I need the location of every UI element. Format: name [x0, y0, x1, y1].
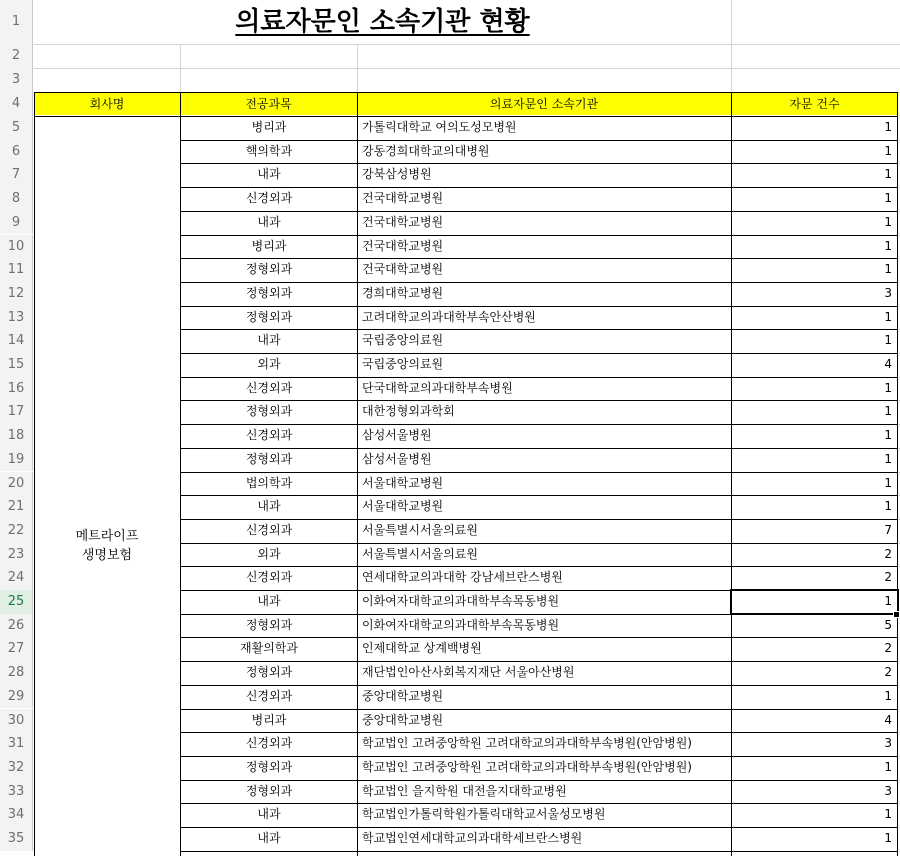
row-header[interactable]: 16: [0, 377, 33, 401]
count-cell[interactable]: 1: [884, 428, 892, 443]
count-cell[interactable]: 1: [884, 475, 892, 490]
specialty-cell[interactable]: 내과: [257, 333, 281, 348]
count-cell[interactable]: 4: [884, 357, 892, 371]
count-cell[interactable]: 5: [884, 617, 892, 632]
row-header[interactable]: 28: [0, 661, 33, 685]
specialty-cell[interactable]: 신경외과: [245, 736, 293, 751]
row-header[interactable]: 22: [0, 519, 33, 543]
specialty-cell[interactable]: 정형외과: [245, 665, 293, 680]
count-cell[interactable]: 1: [884, 333, 892, 348]
count-cell[interactable]: 2: [884, 641, 892, 656]
institution-cell[interactable]: 국립중앙의료원: [362, 357, 444, 371]
specialty-cell[interactable]: 신경외과: [245, 522, 293, 537]
institution-cell[interactable]: 학교법인연세대학교의과대학세브란스병원: [362, 831, 583, 845]
institution-cell[interactable]: 서울대학교병원: [362, 475, 444, 490]
count-cell[interactable]: 2: [884, 570, 892, 585]
specialty-cell[interactable]: 신경외과: [245, 191, 293, 206]
specialty-cell[interactable]: 내과: [257, 831, 281, 845]
institution-cell[interactable]: 단국대학교의과대학부속병원: [362, 380, 513, 395]
specialty-cell[interactable]: 외과: [257, 357, 281, 371]
specialty-cell[interactable]: 재활의학과: [240, 641, 298, 656]
specialty-cell[interactable]: 내과: [257, 499, 281, 514]
specialty-cell[interactable]: 정형외과: [245, 285, 293, 300]
count-cell[interactable]: 3: [884, 736, 892, 751]
gridline-h: [34, 68, 900, 69]
row-border: [180, 851, 898, 852]
row-header[interactable]: 21: [0, 495, 33, 519]
institution-cell[interactable]: 서울특별시서울의료원: [362, 546, 478, 561]
row-header[interactable]: 27: [0, 637, 33, 661]
fill-handle[interactable]: [893, 611, 900, 618]
row-header[interactable]: 15: [0, 353, 33, 377]
specialty-cell[interactable]: 내과: [257, 594, 281, 608]
table-border: [34, 92, 898, 93]
institution-cell[interactable]: 서울특별시서울의료원: [362, 522, 478, 537]
specialty-cell[interactable]: 신경외과: [245, 428, 293, 443]
institution-cell[interactable]: 삼성서울병원: [362, 451, 432, 466]
count-cell[interactable]: 1: [884, 688, 892, 703]
specialty-cell[interactable]: 정형외과: [245, 759, 293, 774]
row-header[interactable]: 7: [0, 163, 33, 187]
specialty-cell[interactable]: 내과: [257, 214, 281, 229]
institution-cell[interactable]: 학교법인 을지학원 대전을지대학교병원: [362, 783, 567, 798]
row-header[interactable]: 6: [0, 140, 33, 164]
row-header[interactable]: 24: [0, 566, 33, 590]
count-cell[interactable]: 1: [884, 380, 892, 395]
row-header[interactable]: 35: [0, 827, 33, 851]
header-specialty[interactable]: 전공과목: [245, 97, 292, 111]
specialty-cell[interactable]: 정형외과: [245, 404, 293, 419]
row-header[interactable]: 5: [0, 116, 33, 140]
count-cell[interactable]: 7: [884, 522, 892, 537]
institution-cell[interactable]: 강동경희대학교의대병원: [362, 143, 490, 158]
specialty-cell[interactable]: 병리과: [251, 120, 287, 134]
row-header[interactable]: 4: [0, 92, 33, 116]
count-cell[interactable]: 1: [884, 759, 892, 774]
specialty-cell[interactable]: 정형외과: [245, 309, 293, 324]
row-header[interactable]: 33: [0, 780, 33, 804]
company-name-cell[interactable]: [34, 527, 180, 565]
specialty-cell[interactable]: 신경외과: [245, 570, 293, 585]
row-header[interactable]: 3: [0, 68, 33, 92]
count-cell[interactable]: 1: [884, 120, 892, 134]
institution-cell[interactable]: 서울대학교병원: [362, 499, 444, 514]
specialty-cell[interactable]: 병리과: [251, 712, 287, 727]
specialty-cell[interactable]: 정형외과: [245, 617, 293, 632]
specialty-cell[interactable]: 신경외과: [245, 380, 293, 395]
header-count[interactable]: 자문 건수: [789, 97, 840, 111]
row-header[interactable]: 14: [0, 329, 33, 353]
company-name-line: 메트라이프: [75, 528, 139, 544]
row-header[interactable]: 23: [0, 543, 33, 567]
row-header[interactable]: 13: [0, 306, 33, 330]
institution-cell[interactable]: 이화여자대학교의과대학부속목동병원: [362, 594, 560, 608]
specialty-cell[interactable]: 법의학과: [245, 475, 293, 490]
count-cell[interactable]: 3: [884, 285, 892, 300]
row-header[interactable]: 9: [0, 211, 33, 235]
row-header[interactable]: 12: [0, 282, 33, 306]
institution-cell[interactable]: 건국대학교병원: [362, 214, 444, 229]
row-header[interactable]: 29: [0, 685, 33, 709]
sheet-title[interactable]: 의료자문인 소속기관 현황: [235, 7, 530, 37]
row-header[interactable]: 25: [0, 590, 33, 614]
row-header[interactable]: 10: [0, 235, 33, 259]
count-cell[interactable]: 1: [884, 807, 892, 822]
count-cell[interactable]: 1: [884, 451, 892, 466]
specialty-cell[interactable]: 핵의학과: [245, 143, 293, 158]
row-header[interactable]: 2: [0, 44, 33, 68]
institution-cell[interactable]: 연세대학교의과대학 강남세브란스병원: [362, 570, 563, 585]
table-border: [34, 92, 35, 856]
institution-cell[interactable]: 이화여자대학교의과대학부속목동병원: [362, 617, 560, 632]
gridline-v: [357, 44, 358, 92]
gridline-h: [34, 44, 900, 45]
institution-cell[interactable]: 강북삼성병원: [362, 167, 432, 182]
count-cell[interactable]: 1: [884, 831, 892, 845]
institution-cell[interactable]: 학교법인가톨릭학원가톨릭대학교서울성모병원: [362, 807, 606, 822]
gridline-v: [731, 44, 732, 92]
header-company[interactable]: 회사명: [89, 97, 125, 111]
row-header[interactable]: 34: [0, 803, 33, 827]
specialty-cell[interactable]: 정형외과: [245, 262, 293, 277]
count-cell[interactable]: 1: [884, 143, 892, 158]
institution-cell[interactable]: 국립중앙의료원: [362, 333, 444, 348]
institution-cell[interactable]: 학교법인 고려중앙학원 고려대학교의과대학부속병원(안암병원): [362, 759, 692, 774]
specialty-cell[interactable]: 병리과: [251, 238, 287, 253]
company-name-line: 생명보험: [81, 547, 133, 563]
row-header[interactable]: 11: [0, 258, 33, 282]
row-header[interactable]: 32: [0, 756, 33, 780]
institution-cell[interactable]: 가톨릭대학교 여의도성모병원: [362, 120, 517, 134]
row-header[interactable]: 19: [0, 448, 33, 472]
count-cell[interactable]: 1: [884, 214, 892, 229]
count-cell[interactable]: 3: [884, 783, 892, 798]
institution-cell[interactable]: 경희대학교병원: [362, 285, 444, 300]
row-header[interactable]: 8: [0, 187, 33, 211]
count-cell[interactable]: 1: [884, 309, 892, 324]
count-cell[interactable]: 2: [884, 546, 892, 561]
count-cell[interactable]: 4: [884, 712, 892, 727]
row-header[interactable]: 31: [0, 732, 33, 756]
count-cell[interactable]: 1: [884, 404, 892, 419]
institution-cell[interactable]: 건국대학교병원: [362, 238, 444, 253]
count-cell[interactable]: 1: [884, 499, 892, 514]
institution-cell[interactable]: 학교법인 고려중앙학원 고려대학교의과대학부속병원(안암병원): [362, 736, 692, 751]
row-header[interactable]: 30: [0, 709, 33, 733]
count-cell[interactable]: 1: [884, 238, 892, 253]
count-cell[interactable]: 1: [884, 167, 892, 182]
specialty-cell[interactable]: 외과: [257, 546, 281, 561]
specialty-cell[interactable]: 정형외과: [245, 783, 293, 798]
institution-cell[interactable]: 중앙대학교병원: [362, 712, 444, 727]
specialty-cell[interactable]: 내과: [257, 807, 281, 822]
institution-cell[interactable]: 인제대학교 상계백병원: [362, 641, 482, 656]
row-header[interactable]: 26: [0, 614, 33, 638]
gridline-v: [731, 0, 732, 44]
institution-cell[interactable]: 고려대학교의과대학부속안산병원: [362, 309, 536, 324]
specialty-cell[interactable]: 신경외과: [245, 688, 293, 703]
count-cell[interactable]: 2: [884, 665, 892, 680]
row-header[interactable]: 18: [0, 424, 33, 448]
institution-cell[interactable]: 중앙대학교병원: [362, 688, 444, 703]
institution-cell[interactable]: 삼성서울병원: [362, 428, 432, 443]
row-header[interactable]: 1: [0, 0, 33, 44]
header-institution[interactable]: 의료자문인 소속기관: [489, 97, 599, 111]
active-cell-cursor: [730, 589, 899, 615]
count-cell[interactable]: 1: [884, 594, 892, 608]
institution-cell[interactable]: 대한정형외과학회: [362, 404, 455, 419]
row-header[interactable]: 20: [0, 472, 33, 496]
specialty-cell[interactable]: 정형외과: [245, 451, 293, 466]
institution-cell[interactable]: 재단법인아산사회복지재단 서울아산병원: [362, 665, 575, 680]
specialty-cell[interactable]: 내과: [257, 167, 281, 182]
institution-cell[interactable]: 건국대학교병원: [362, 191, 444, 206]
institution-cell[interactable]: 건국대학교병원: [362, 262, 444, 277]
gridline-v: [180, 44, 181, 92]
count-cell[interactable]: 1: [884, 262, 892, 277]
row-header[interactable]: 17: [0, 400, 33, 424]
count-cell[interactable]: 1: [884, 191, 892, 206]
